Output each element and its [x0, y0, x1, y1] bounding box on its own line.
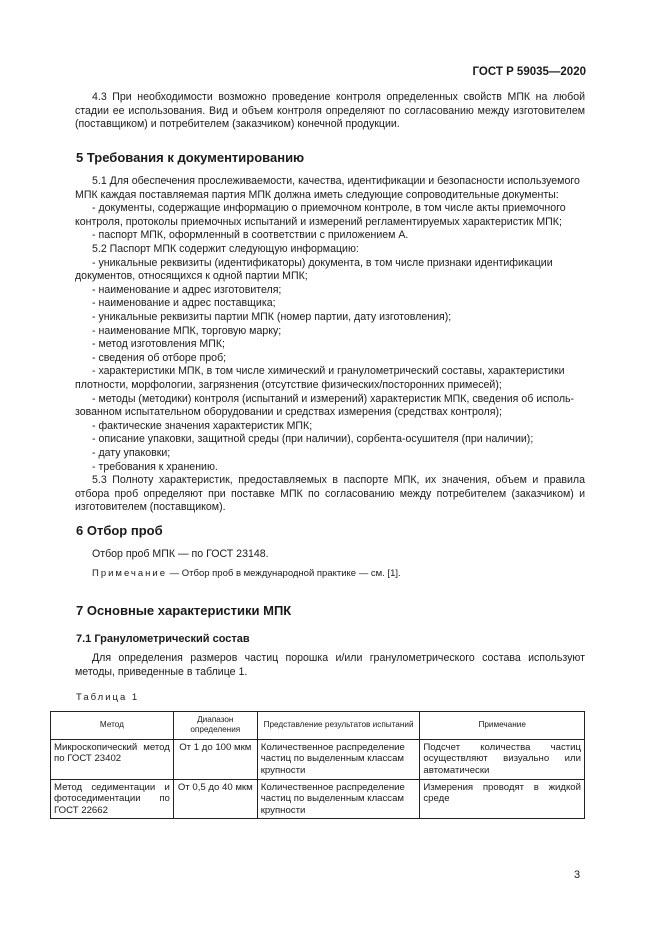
section-7-title: 7 Основные характеристики МПК: [76, 603, 292, 618]
info-item-1-line1: - уникальные реквизиты (идентификаторы) документа, в том числе признаки идентификации: [92, 256, 553, 269]
para-5-1-line1: 5.1 Для обеспечения прослеживаемости, качества, идентификации и безопасности используемого: [92, 175, 580, 187]
section-6-text: Отбор проб МПК — по ГОСТ 23148.: [92, 548, 269, 560]
info-item-2: - наименование и адрес изготовителя;: [92, 283, 282, 296]
info-item-9-line1: - методы (методики) контроля (испытаний и измерений) характеристик МПК, сведения об исполь-: [92, 392, 575, 405]
doc-item-1-line1: - документы, содержащие информацию о приемочном контроле, в том числе акты приемочного: [92, 202, 566, 215]
header-method: Метод: [51, 712, 174, 740]
info-item-3: - наименование и адрес поставщика;: [92, 297, 276, 310]
info-item-7: - сведения об отборе проб;: [92, 351, 227, 364]
cell-note: Измерения проводят в жидкой среде: [420, 779, 585, 819]
para-5-1-line2: МПК каждая поставляемая партия МПК должна иметь следующие сопроводительные документы:: [75, 188, 559, 201]
cell-range: От 1 до 100 мкм: [173, 739, 257, 779]
info-item-13: - требования к хранению.: [92, 460, 218, 473]
info-item-8-line2: плотности, морфологии, загрязнения (отсутствие физических/посторонних примесей);: [75, 379, 502, 391]
cell-results: Количественное распределение частиц по выделенным классам крупности: [257, 779, 420, 819]
standard-number: ГОСТ Р 59035—2020: [472, 66, 586, 78]
cell-method: Микроскопический метод по ГОСТ 23402: [51, 739, 174, 779]
cell-note: Подсчет количества частиц осуществляют визуально или автоматически: [420, 739, 585, 779]
section-6-note: [92, 568, 401, 579]
cell-results: Количественное распределение частиц по выделенным классам крупности: [257, 739, 420, 779]
cell-method: Метод седиментации и фотоседиментации по ГОСТ 22662: [51, 779, 174, 819]
section-6-title: 6 Отбор проб: [76, 523, 163, 538]
note-text: — Отбор проб в международной практике — см. [1].: [167, 568, 401, 579]
page-number: 3: [574, 869, 581, 881]
info-item-10: - фактические значения характеристик МПК;: [92, 419, 313, 432]
header-results: Представление результатов испытаний: [257, 712, 420, 740]
subsection-7-1-title: 7.1 Гранулометрический состав: [76, 633, 250, 645]
table-1: [50, 711, 585, 819]
paragraph-5-3: 5.3 Полноту характеристик, предоставляемых в паспорте МПК, их значения, объем и правила отбора проб определяют при поставке МПК по согласованию между потребителем (заказчиком) и изготовителем (поставщиком).: [75, 474, 585, 514]
info-item-8-line1: - характеристики МПК, в том числе химический и гранулометрический составы, характеристики: [92, 365, 565, 378]
info-item-11: - описание упаковки, защитной среды (при наличии), сорбента-осушителя (при наличии);: [92, 433, 534, 446]
info-item-12: - дату упаковки;: [92, 447, 171, 459]
info-item-4: - уникальные реквизиты партии МПК (номер партии, дату изготовления);: [92, 311, 452, 323]
info-item-9-line2: зованном испытательном оборудовании и средствах измерения (средствах контроля);: [75, 406, 502, 419]
table-row: [51, 779, 585, 819]
doc-item-1-line2: контроля, протоколы приемочных испытаний и измерений регламентируемых характеристик МПК;: [75, 215, 562, 228]
doc-item-2: - паспорт МПК, оформленный в соответствии с приложением А.: [92, 229, 409, 242]
info-item-6: - метод изготовления МПК;: [92, 338, 225, 351]
table-row: [51, 739, 585, 779]
note-label: Примечание: [92, 568, 167, 579]
section-5-title: 5 Требования к документированию: [76, 150, 305, 165]
header-range: Диапазон определения: [173, 712, 257, 740]
cell-range: От 0,5 до 40 мкм: [173, 779, 257, 819]
header-note: Примечание: [420, 712, 585, 740]
table-caption: Таблица 1: [76, 692, 140, 703]
section-7-1-text: Для определения размеров частиц порошка и/или гранулометрического состава используют методы, приведенные в таблице 1.: [75, 652, 585, 678]
info-item-5: - наименование МПК, торговую марку;: [92, 324, 282, 337]
paragraph-4-3: 4.3 При необходимости возможно проведение контроля определенных свойств МПК на любой стадии ее использования. Вид и объем контроля определяют по согласованию между изготовителем (поставщиком) и потребителем (заказчиком) конечной продукции.: [75, 91, 585, 131]
table-header-row: [51, 712, 585, 740]
info-item-1-line2: документов, относящихся к одной партии МПК;: [75, 270, 308, 283]
para-5-2: 5.2 Паспорт МПК содержит следующую информацию:: [92, 243, 359, 255]
